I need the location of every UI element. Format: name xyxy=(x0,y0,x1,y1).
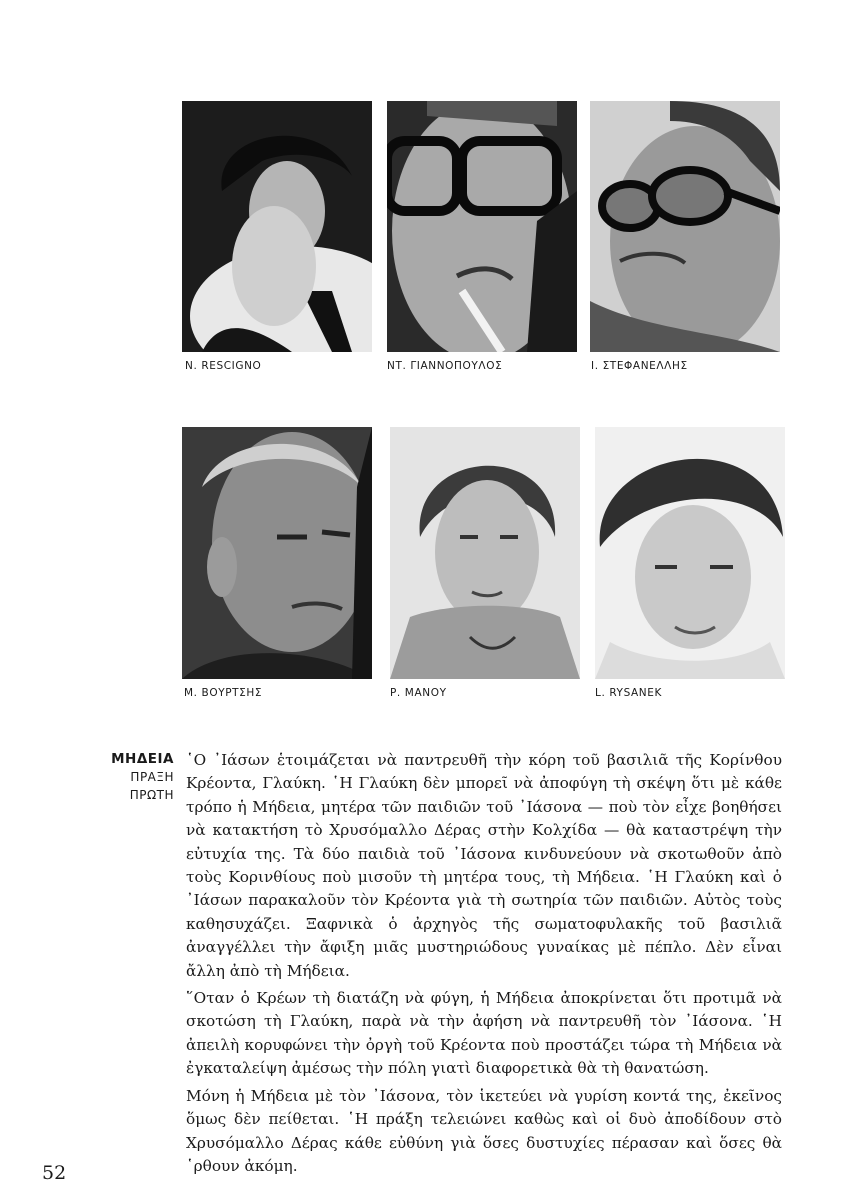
act-label-line1: ΠΡΑΞΗ xyxy=(130,770,174,784)
photo-caption: N. RESCIGNO xyxy=(185,360,262,372)
portrait-photo-manou xyxy=(390,427,580,679)
portrait-photo-rysanek xyxy=(595,427,785,679)
portrait-photo-stefanellis xyxy=(590,101,780,352)
synopsis-paragraph: ῞Οταν ὁ Κρέων τὴ διατάζη νὰ φύγη, ἡ Μήδεια ἀποκρίνεται ὅτι προτιμᾶ νὰ σκοτώση τὴ Γλαύκη, παρὰ νὰ τὴν ἀφήση νὰ παντρευθῆ τὸν ᾿Ιάσονα. ῾Η ἀπειλὴ κορυφώνει τὴν ὀργὴ τοῦ Κρέοντα ποὺ προστάζει τώρα τὴ Μήδεια νὰ ἐγκαταλείψη ἀμέσως τὴν πόλη γιατὶ διαφορετικὰ θὰ τὴ θανατώση. xyxy=(186,989,782,1078)
synopsis-paragraph: ῾Ο ᾿Ιάσων ἑτοιμάζεται νὰ παντρευθῆ τὴν κόρη τοῦ βασιλιᾶ τῆς Κορίνθου Κρέοντα, Γλαύκη. ῾Η Γλαύκη δὲν μπορεῖ νὰ ἀποφύγη τὴ σκέψη ὅτι μὲ κάθε τρόπο ἡ Μήδεια, μητέρα τῶν παιδιῶν τοῦ ᾿Ιάσονα — ποὺ τὸν εἶχε βοηθήσει νὰ κατακτήση τὸ Χρυσόμαλλο Δέρας στὴν Κολχίδα — θὰ καταστρέψη τὴν εὐτυχία της. Τὰ δύο παιδιὰ τοῦ ᾿Ιάσονα κινδυνεύουν νὰ σκοτωθοῦν ἀπὸ τοὺς Κορινθίους ποὺ μισοῦν τὴ μητέρα τους, τὴ Μήδεια. ῾Η Γλαύκη καὶ ὁ ᾿Ιάσων παρακαλοῦν τὸν Κρέοντα γιὰ τὴ σωτηρία τῶν παιδιῶν. Αὐτὸς τοὺς καθησυχάζει. Ξαφνικὰ ὁ ἀρχηγὸς τῆς σωματοφυλακῆς τοῦ βασιλιᾶ ἀναγγέλλει τὴν ἄφιξη μιᾶς μυστηριώδους γυναίκας μὲ πέπλο. Δὲν εἶναι ἄλλη ἀπὸ τὴ Μήδεια. xyxy=(186,751,782,980)
synopsis-paragraph: Μόνη ἡ Μήδεια μὲ τὸν ᾿Ιάσονα, τὸν ἱκετεύει νὰ γυρίση κοντά της, ἐκεῖνος ὅμως δὲν πείθεται. ῾Η πράξη τελειώνει καθὼς καὶ οἱ δυὸ ἀποδίδουν στὸ Χρυσόμαλλο Δέρας κάθε εὐθύνη γιὰ ὅσες δυστυχίες πέρασαν καὶ ὅσες θὰ ῾ρθουν ἀκόμη. xyxy=(186,1086,782,1175)
portrait-photo-rescigno xyxy=(182,101,372,352)
portrait-photo-vourtsis xyxy=(182,427,372,679)
page-number: 52 xyxy=(42,1162,67,1184)
portrait-photo-giannopoulos xyxy=(387,101,577,352)
photo-caption: Μ. ΒΟΥΡΤΣΗΣ xyxy=(184,687,263,699)
act-label-line2: ΠΡΩΤΗ xyxy=(129,788,174,802)
photo-caption: ΝΤ. ΓΙΑΝΝΟΠΟΥΛΟΣ xyxy=(387,360,503,372)
photo-caption: Ρ. ΜΑΝΟΥ xyxy=(390,687,447,699)
photo-caption: Ι. ΣΤΕΦΑΝΕΛΛΗΣ xyxy=(591,360,688,372)
section-heading xyxy=(96,750,174,804)
opera-title: ΜΗΔΕΙΑ xyxy=(111,751,174,767)
synopsis-text xyxy=(186,749,782,1182)
photo-caption: L. RYSANEK xyxy=(595,687,662,699)
